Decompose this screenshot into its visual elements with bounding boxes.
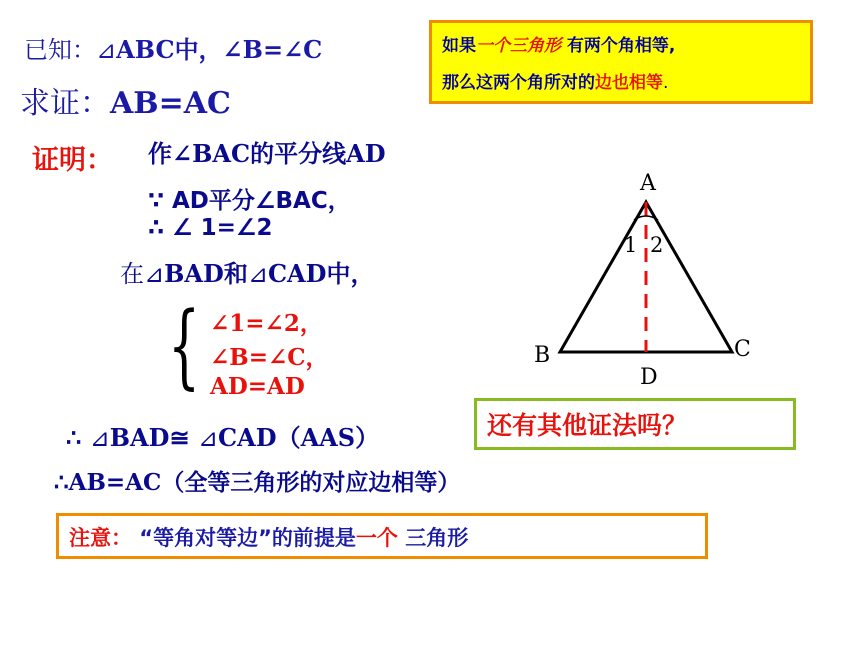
proof-congruent [66, 418, 379, 453]
vertex-label-b: B [534, 343, 551, 368]
proof-conclusion: ∴AB=AC（全等三角形的对应边相等） [54, 469, 461, 496]
angle-label-2: 2 [650, 233, 664, 257]
condition-side-ad: AD=AD [210, 373, 305, 400]
triangle-symbol: ⊿ [96, 36, 117, 64]
triangle-symbol: ⊿ [89, 424, 110, 452]
triangle-bad: BAD≅ [109, 423, 198, 452]
given-label: 已知： [24, 36, 96, 64]
condition-angle-b-c: ∠B=∠C， [210, 344, 329, 371]
theorem-text: . [663, 73, 669, 93]
condition-angle-1-2: ∠1=∠2， [210, 310, 323, 337]
note-highlight: 一个 [355, 526, 398, 550]
theorem-line-1 [442, 28, 800, 65]
prove-line [20, 78, 231, 122]
triangle-symbol: ⊿ [144, 260, 165, 288]
conditions-brace: { [168, 292, 201, 399]
theorem-highlight: 一个三角形 [476, 36, 561, 56]
theorem-line-2 [442, 65, 800, 102]
therefore-symbol: ∴ [66, 423, 90, 452]
triangle-cad-aas: CAD（AAS） [218, 423, 380, 452]
theorem-box [429, 20, 813, 104]
triangle-cad: CAD中， [267, 259, 375, 288]
note-text: 三角形 [397, 526, 469, 550]
proof-because: ∵ AD平分∠BAC， [148, 188, 351, 214]
given-text: ABC中，∠B=∠C [116, 35, 323, 64]
theorem-highlight: 边也相等 [595, 73, 663, 93]
theorem-text: 那么这两个角所对的 [442, 73, 595, 93]
triangle-symbol: ⊿ [247, 260, 268, 288]
prove-label: 求证： [20, 86, 110, 121]
proof-therefore-angles: ∴ ∠ 1=∠2 [148, 215, 273, 241]
proof-label: 证明： [32, 145, 113, 176]
angle-label-1: 1 [624, 233, 638, 257]
triangle-diagram [520, 160, 780, 395]
theorem-text: 有两个角相等, [561, 36, 676, 56]
note-box [56, 513, 708, 559]
vertex-label-a: A [640, 171, 656, 196]
in-prefix: 在 [120, 260, 144, 288]
proof-in-triangles [120, 254, 374, 289]
vertex-label-c: C [734, 337, 751, 362]
note-text: “等角对等边”的前提是 [132, 526, 356, 550]
prove-text: AB=AC [110, 86, 231, 121]
triangle-bad: BAD和 [164, 259, 248, 288]
other-proof-box: 还有其他证法吗？ [474, 398, 796, 450]
vertex-label-d: D [640, 365, 658, 390]
note-label: 注意： [69, 526, 132, 550]
given-line [24, 30, 322, 65]
proof-construct: 作∠BAC的平分线AD [148, 139, 386, 168]
triangle-symbol: ⊿ [197, 424, 219, 452]
theorem-text: 如果 [442, 36, 476, 56]
